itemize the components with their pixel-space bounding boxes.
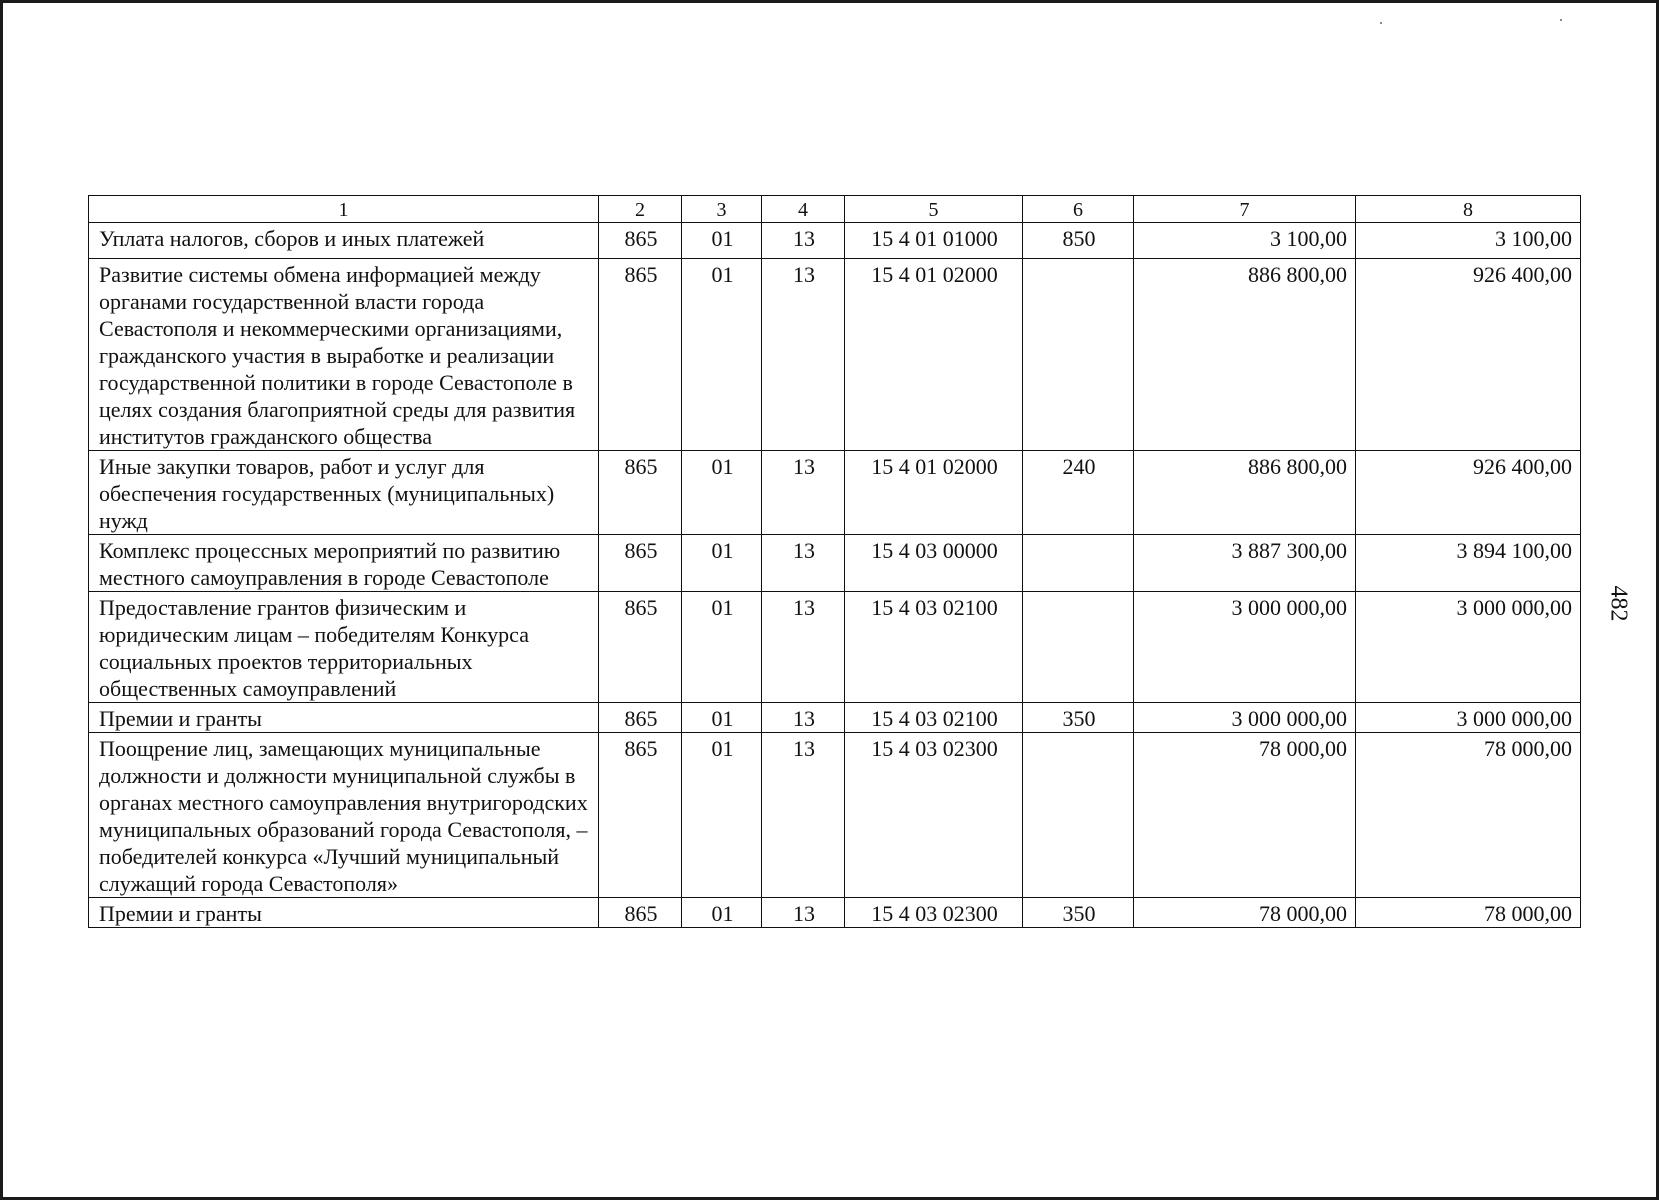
table-row [89, 223, 1581, 259]
sum-col7: 3 000 000,00 [1134, 703, 1356, 733]
table-row [89, 259, 1581, 451]
column-header: 7 [1134, 196, 1356, 223]
table-row [89, 898, 1581, 928]
sum-col7: 78 000,00 [1134, 733, 1356, 898]
row-name: Развитие системы обмена информацией между органами государственной власти города Севастополя и некоммерческими организациями, гражданского участия в выработке и реализации государственной политики в городе Севастополе в целях создания благоприятной среды для развития институтов гражданского общества [89, 259, 599, 451]
code-vr [1023, 259, 1134, 451]
row-name: Комплекс процессных мероприятий по развитию местного самоуправления в городе Севастополе [89, 535, 599, 592]
sum-col8: 3 894 100,00 [1356, 535, 1581, 592]
column-header: 1 [89, 196, 599, 223]
table-row [89, 451, 1581, 535]
table-row [89, 733, 1581, 898]
code-rz: 01 [682, 451, 762, 535]
code-csr: 15 4 01 02000 [845, 259, 1023, 451]
code-vr: 240 [1023, 451, 1134, 535]
table-row [89, 535, 1581, 592]
code-rz: 01 [682, 223, 762, 259]
code-rz: 01 [682, 535, 762, 592]
row-name: Предоставление грантов физическим и юридическим лицам – победителям Конкурса социальных проектов территориальных общественных самоуправлений [89, 592, 599, 703]
row-name: Уплата налогов, сборов и иных платежей [89, 223, 599, 259]
table-row [89, 703, 1581, 733]
scan-speck [1380, 22, 1382, 24]
row-name: Премии и гранты [89, 703, 599, 733]
budget-table [88, 195, 1581, 928]
page-number: 482 [1605, 585, 1632, 622]
code-gr: 865 [599, 223, 682, 259]
code-csr: 15 4 01 01000 [845, 223, 1023, 259]
column-header: 4 [762, 196, 845, 223]
code-rz: 01 [682, 703, 762, 733]
row-name: Иные закупки товаров, работ и услуг для обеспечения государственных (муниципальных) нужд [89, 451, 599, 535]
code-csr: 15 4 03 00000 [845, 535, 1023, 592]
code-vr [1023, 592, 1134, 703]
code-rz: 01 [682, 898, 762, 928]
code-csr: 15 4 03 02100 [845, 592, 1023, 703]
code-rz: 01 [682, 259, 762, 451]
row-name: Премии и гранты [89, 898, 599, 928]
sum-col7: 3 000 000,00 [1134, 592, 1356, 703]
sum-col7: 3 887 300,00 [1134, 535, 1356, 592]
code-rz: 01 [682, 733, 762, 898]
code-pr: 13 [762, 733, 845, 898]
table-row [89, 592, 1581, 703]
column-header: 5 [845, 196, 1023, 223]
code-pr: 13 [762, 223, 845, 259]
code-gr: 865 [599, 535, 682, 592]
code-csr: 15 4 01 02000 [845, 451, 1023, 535]
code-pr: 13 [762, 535, 845, 592]
sum-col8: 3 100,00 [1356, 223, 1581, 259]
code-pr: 13 [762, 451, 845, 535]
code-pr: 13 [762, 898, 845, 928]
sum-col8: 78 000,00 [1356, 898, 1581, 928]
code-rz: 01 [682, 592, 762, 703]
column-header: 8 [1356, 196, 1581, 223]
scan-edge-top [0, 0, 1659, 3]
sum-col8: 78 000,00 [1356, 733, 1581, 898]
column-header: 2 [599, 196, 682, 223]
code-gr: 865 [599, 259, 682, 451]
sum-col8: 926 400,00 [1356, 259, 1581, 451]
sum-col7: 78 000,00 [1134, 898, 1356, 928]
code-vr [1023, 733, 1134, 898]
row-name: Поощрение лиц, замещающих муниципальные должности и должности муниципальной службы в органах местного самоуправления внутригородских муниципальных образований города Севастополя, – победителей конкурса «Лучший муниципальный служащий города Севастополя» [89, 733, 599, 898]
header-row [89, 196, 1581, 223]
code-vr [1023, 535, 1134, 592]
code-vr: 350 [1023, 703, 1134, 733]
code-pr: 13 [762, 259, 845, 451]
column-header: 3 [682, 196, 762, 223]
sum-col7: 886 800,00 [1134, 259, 1356, 451]
code-gr: 865 [599, 451, 682, 535]
sum-col7: 886 800,00 [1134, 451, 1356, 535]
sum-col7: 3 100,00 [1134, 223, 1356, 259]
code-csr: 15 4 03 02300 [845, 733, 1023, 898]
sum-col8: 926 400,00 [1356, 451, 1581, 535]
code-vr: 850 [1023, 223, 1134, 259]
code-vr: 350 [1023, 898, 1134, 928]
code-csr: 15 4 03 02300 [845, 898, 1023, 928]
column-header: 6 [1023, 196, 1134, 223]
code-csr: 15 4 03 02100 [845, 703, 1023, 733]
code-pr: 13 [762, 592, 845, 703]
code-pr: 13 [762, 703, 845, 733]
sum-col8: 3 000 000,00 [1356, 592, 1581, 703]
scan-speck [1560, 19, 1562, 21]
code-gr: 865 [599, 898, 682, 928]
code-gr: 865 [599, 592, 682, 703]
code-gr: 865 [599, 733, 682, 898]
code-gr: 865 [599, 703, 682, 733]
scan-edge-left [0, 0, 3, 1200]
sum-col8: 3 000 000,00 [1356, 703, 1581, 733]
